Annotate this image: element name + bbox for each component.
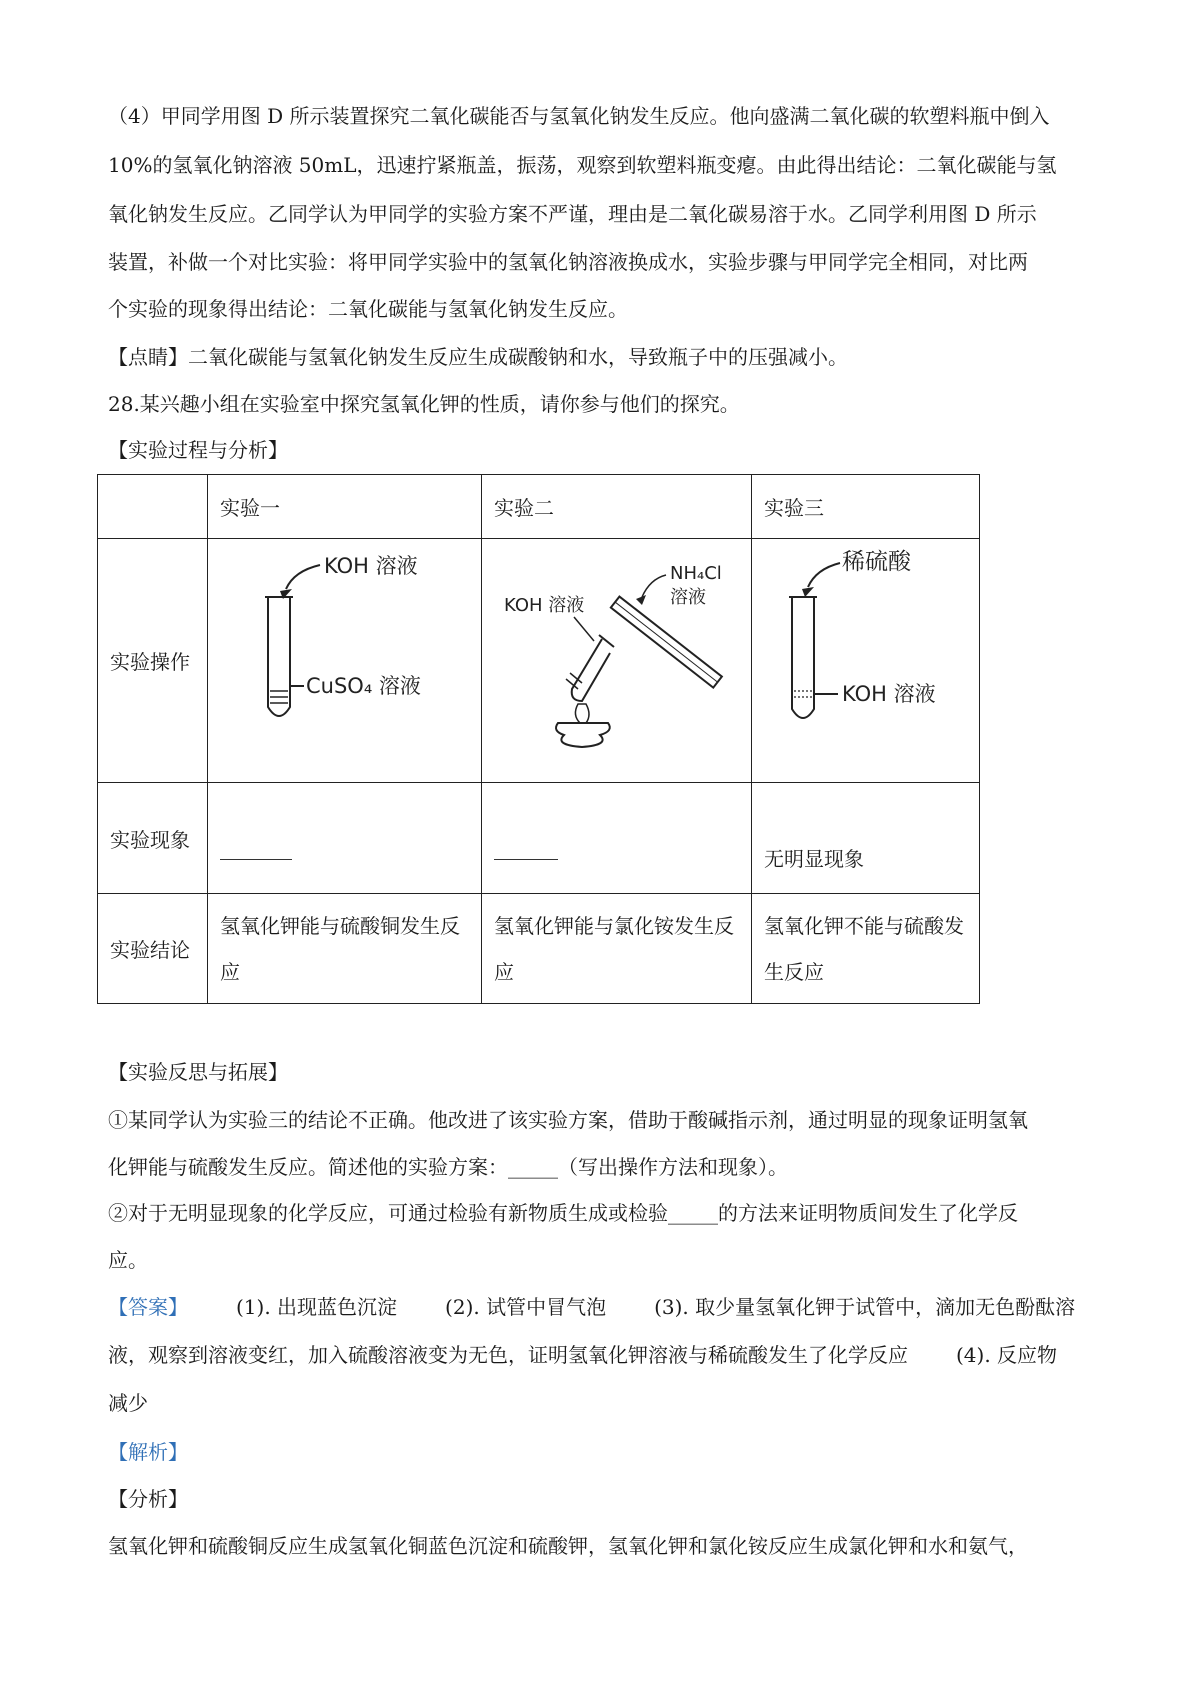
figure-cell-3 [752, 539, 980, 783]
section-heading-process: 【实验过程与分析】 [108, 438, 288, 462]
paragraph-line: 氧化钠发生反应。乙同学认为甲同学的实验方案不严谨，理由是二氧化碳易溶于水。乙同学利用图 D 所示 [108, 202, 1037, 226]
fig1-top-label: KOH 溶液 [324, 554, 418, 578]
dianjing-note: 【点睛】二氧化碳能与氢氧化钠发生反应生成碳酸钠和水，导致瓶子中的压强减小。 [108, 345, 848, 369]
analysis-tag: 【解析】 [108, 1440, 188, 1464]
answer-3: (3). 取少量氢氧化钾于试管中，滴加无色酚酞溶 [654, 1295, 1076, 1319]
paragraph-line: （4）甲同学用图 D 所示装置探究二氧化碳能否与氢氧化钠发生反应。他向盛满二氧化碳的软塑料瓶中倒入 [108, 104, 1050, 128]
row-label: 实验结论 [98, 894, 208, 1004]
paragraph-line: 10%的氢氧化钠溶液 50mL，迅速拧紧瓶盖，振荡，观察到软塑料瓶变瘪。由此得出结论：二氧化碳能与氢 [108, 153, 1057, 177]
header-cell: 实验一 [208, 475, 482, 539]
header-cell: 实验三 [752, 475, 980, 539]
conclusion-cell: 氢氧化钾能与氯化铵发生反应 [482, 894, 752, 1004]
answer-line [108, 1343, 1103, 1367]
table-row-phenomenon [98, 783, 980, 894]
fig3-bottom-label: KOH 溶液 [842, 682, 936, 706]
heated-test-tube-nh4cl-diagram [482, 539, 752, 777]
answer-line: 减少 [108, 1391, 148, 1415]
paragraph-line: 化钾能与硫酸发生反应。简述他的实验方案：_____（写出操作方法和现象）。 [108, 1155, 788, 1179]
fenxi-tag: 【分析】 [108, 1487, 188, 1511]
row-label: 实验现象 [98, 783, 208, 894]
answer-1: (1). 出现蓝色沉淀 [236, 1295, 398, 1319]
answer-blank [220, 859, 292, 860]
answer-continuation: 液，观察到溶液变红，加入硫酸溶液变为无色，证明氢氧化钾溶液与稀硫酸发生了化学反应 [108, 1343, 908, 1367]
test-tube-koh-diagram [752, 539, 980, 777]
table-row-operation [98, 539, 980, 783]
phenomenon-cell-2 [482, 783, 752, 894]
section-heading-reflect: 【实验反思与拓展】 [108, 1060, 288, 1084]
answer-line [108, 1295, 1103, 1319]
phenomenon-text: 无明显现象 [764, 846, 864, 871]
answer-4: (4). 反应物 [956, 1343, 1058, 1367]
header-cell: 实验二 [482, 475, 752, 539]
fenxi-text: 氢氧化钾和硫酸铜反应生成氢氧化铜蓝色沉淀和硫酸钾，氢氧化钾和氯化铵反应生成氯化钾和水和氨气， [108, 1534, 1028, 1558]
answer-tag: 【答案】 [108, 1295, 188, 1319]
header-cell [98, 475, 208, 539]
paragraph-line: 装置，补做一个对比实验：将甲同学实验中的氢氧化钠溶液换成水，实验步骤与甲同学完全相同，对比两 [108, 250, 1028, 274]
paragraph-line: ②对于无明显现象的化学反应，可通过检验有新物质生成或检验_____的方法来证明物质间发生了化学反 [108, 1201, 1018, 1225]
table-header-row [98, 475, 980, 539]
paragraph-line: 个实验的现象得出结论：二氧化碳能与氢氧化钠发生反应。 [108, 297, 628, 321]
phenomenon-cell-3 [752, 783, 980, 894]
fig1-bottom-label: CuSO₄ 溶液 [306, 674, 421, 698]
row-label: 实验操作 [98, 539, 208, 783]
experiment-table [97, 474, 980, 1004]
fig2-left-label: KOH 溶液 [504, 595, 585, 616]
figure-cell-2 [482, 539, 752, 783]
fig2-right-label-2: 溶液 [670, 587, 706, 608]
figure-cell-1 [208, 539, 482, 783]
conclusion-cell: 氢氧化钾不能与硫酸发生反应 [752, 894, 980, 1004]
conclusion-cell: 氢氧化钾能与硫酸铜发生反应 [208, 894, 482, 1004]
answer-blank [494, 859, 558, 860]
test-tube-cuso4-diagram [208, 539, 482, 777]
answer-2: (2). 试管中冒气泡 [445, 1295, 607, 1319]
table-row-conclusion [98, 894, 980, 1004]
phenomenon-cell-1 [208, 783, 482, 894]
question-28: 28.某兴趣小组在实验室中探究氢氧化钾的性质，请你参与他们的探究。 [108, 392, 740, 416]
paragraph-line: 应。 [108, 1248, 148, 1272]
fig2-right-label-1: NH₄Cl [670, 563, 722, 584]
paragraph-line: ①某同学认为实验三的结论不正确。他改进了该实验方案，借助于酸碱指示剂，通过明显的现象证明氢氧 [108, 1108, 1028, 1132]
fig3-top-label: 稀硫酸 [842, 549, 911, 575]
